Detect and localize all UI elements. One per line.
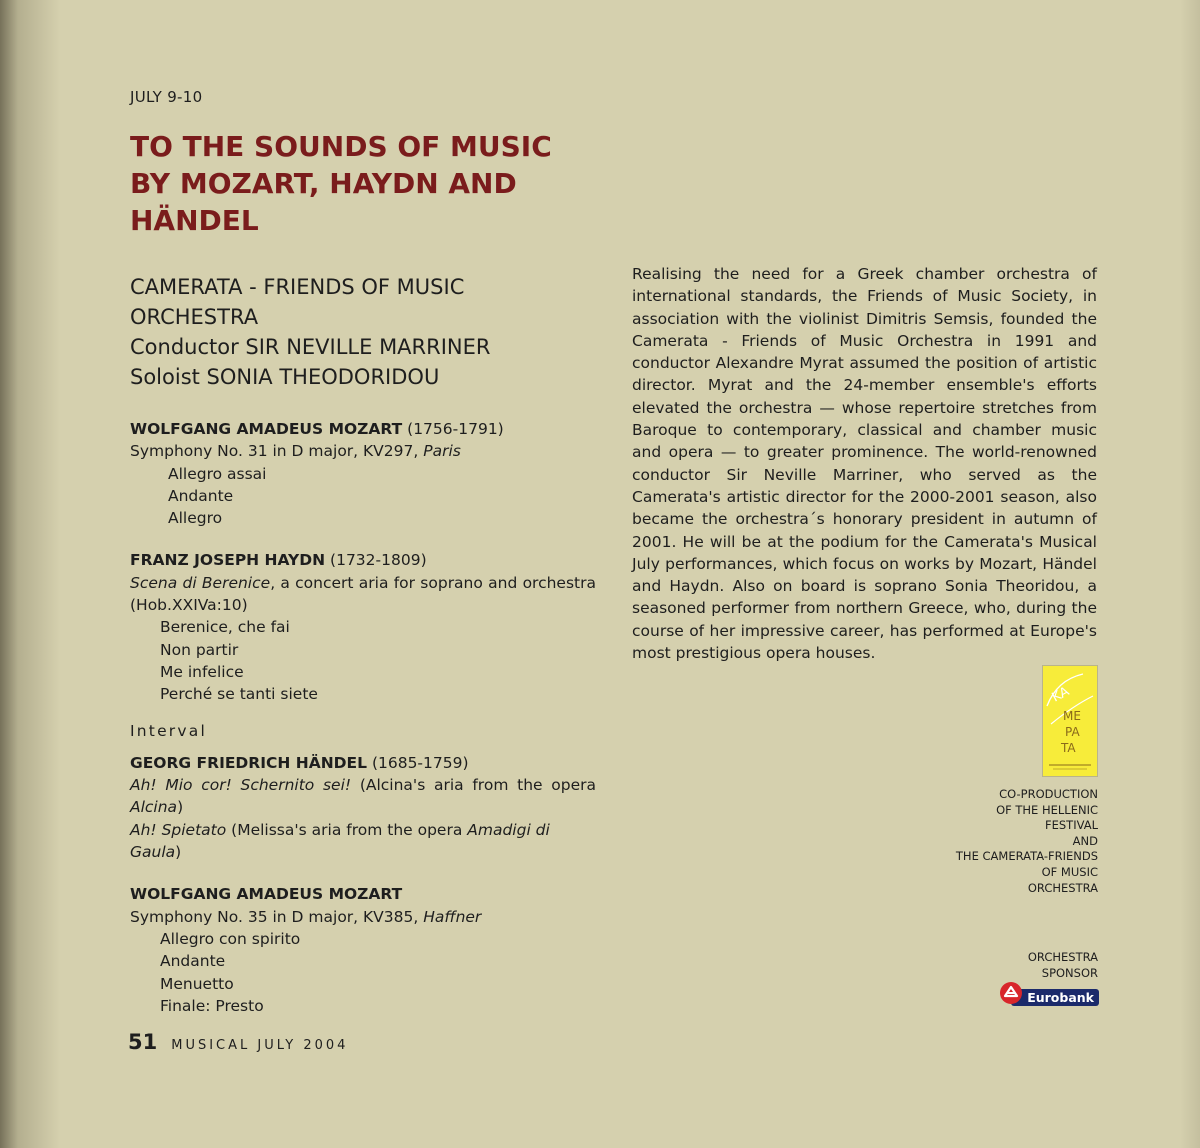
aria-close: ): [175, 843, 182, 862]
work-title: [130, 440, 596, 462]
movement: Andante: [160, 952, 226, 971]
composer-dates: (1732-1809): [325, 551, 427, 570]
aria-title: Ah! Mio cor! Schernito sei!: [130, 776, 352, 795]
movement: Perché se tanti siete: [160, 685, 318, 704]
aria-desc: (Alcina's aria from the opera: [351, 776, 596, 795]
movement: Allegro: [168, 509, 223, 528]
aria-desc: (Melissa's aria from the opera: [226, 820, 468, 839]
page-number: 51: [128, 1030, 158, 1054]
aria-close: ): [177, 798, 184, 817]
work-nickname: Paris: [423, 442, 461, 461]
sponsor-line: ORCHESTRA: [1027, 950, 1098, 964]
concert-title: [130, 128, 600, 239]
opera-title: Alcina: [130, 798, 178, 817]
movement: Me infelice: [160, 662, 244, 681]
program-item-mozart-31: [130, 418, 596, 529]
coproduction-line: THE CAMERATA-FRIENDS: [955, 849, 1098, 864]
event-date: JULY 9-10: [130, 88, 203, 106]
composer-line: [130, 752, 596, 774]
movement: Menuetto: [160, 974, 234, 993]
sponsor-credit: [1028, 950, 1098, 981]
sponsor-line: SPONSOR: [1041, 965, 1098, 980]
work-title: [130, 906, 596, 928]
movement: Finale: Presto: [160, 996, 264, 1015]
eurobank-logo: [999, 980, 1101, 1008]
camerata-logo-graphic: [1043, 666, 1097, 776]
performer-line-2: ORCHESTRA: [130, 305, 259, 329]
program-item-haydn: [130, 549, 596, 705]
aria-2: [130, 819, 596, 864]
eurobank-wordmark: Eurobank: [1011, 989, 1099, 1006]
work-nickname: Haffner: [423, 907, 482, 926]
title-line-1: TO THE SOUNDS OF MUSIC: [130, 130, 552, 163]
composer-dates: (1756-1791): [402, 420, 504, 438]
composer-name: WOLFGANG AMADEUS MOZART: [130, 420, 403, 438]
composer-name: FRANZ JOSEPH HAYDN: [130, 551, 326, 570]
logo-letters-2: ME: [1063, 709, 1081, 723]
coproduction-line: OF MUSIC: [1041, 864, 1098, 879]
title-line-2: BY MOZART, HAYDN AND: [130, 167, 517, 200]
performer-line-4: Soloist SONIA THEODORIDOU: [130, 365, 440, 389]
coproduction-line: FESTIVAL: [1044, 818, 1098, 833]
composer-line: [130, 418, 596, 440]
title-line-3: HÄNDEL: [130, 204, 259, 237]
movement: Non partir: [160, 640, 239, 659]
performer-line-1: CAMERATA - FRIENDS OF MUSIC: [130, 275, 465, 299]
coproduction-line: CO-PRODUCTION: [999, 787, 1098, 801]
program-item-handel: [130, 752, 596, 863]
logo-letters-3: PA: [1065, 725, 1080, 739]
aria-title: Ah! Spietato: [130, 820, 227, 839]
composer-line: [130, 883, 596, 905]
coproduction-line: AND: [1072, 833, 1098, 848]
interval-label: Interval: [130, 721, 207, 740]
coproduction-line: OF THE HELLENIC: [996, 802, 1098, 817]
composer-dates: (1685-1759): [367, 753, 469, 772]
performer-line-3: Conductor SIR NEVILLE MARRINER: [130, 335, 491, 359]
opera-title: Amadigi di Gaula: [130, 820, 550, 862]
publication-name: MUSICAL JULY 2004: [171, 1038, 349, 1053]
work-title-text: Symphony No. 31 in D major, KV297,: [130, 442, 424, 461]
orchestra-description: Realising the need for a Greek chamber orchestra of international standards, the Friends of Music Society, in association with the violinist Dimitris Semsis, founded the Camerata - Friends of Music Orchestra in 1991 and conductor Alexandre Myrat assumed the position of artistic director. Myrat and the 24-member ensemble's efforts elevated the orchestra — whose repertoire stretches from Baroque to contemporary, classical and chamber music and opera — to greater prominence. The world-renowned conductor Sir Neville Marriner, who served as the Camerata's artistic director for the 2000-2001 season, also became the orchestra´s honorary president in autumn of 2001. He will be at the podium for the Camerata's Musical July performances, which focus on works by Mozart, Händel and Haydn. Also on board is soprano Sonia Theoridou, a seasoned performer from northern Greece, who, during the course of her impressive career, has performed at Europe's most prestigious opera houses.: [632, 265, 1097, 663]
composer-name: GEORG FRIEDRICH HÄNDEL: [130, 753, 368, 772]
composer-line: [130, 549, 596, 571]
work-title-text: , a concert aria for soprano and orchestra (Hob.XXIVa:10): [130, 573, 596, 615]
movement: Berenice, che fai: [160, 618, 290, 637]
movement: Andante: [168, 486, 234, 505]
program: [130, 418, 596, 1037]
page-footer: [128, 1030, 348, 1054]
aria-1: [130, 774, 596, 819]
logo-letters-4: TA: [1061, 741, 1076, 755]
coproduction-line: ORCHESTRA: [1027, 880, 1098, 895]
camerata-logo: [1042, 665, 1098, 777]
program-item-mozart-35: [130, 883, 596, 1017]
performers: [130, 272, 600, 392]
eurobank-mark-icon: [999, 981, 1023, 1005]
movement: Allegro con spirito: [160, 929, 301, 948]
composer-name: WOLFGANG AMADEUS MOZART: [130, 885, 403, 904]
work-title-italic: Scena di Berenice: [130, 573, 271, 592]
coproduction-credit: [898, 787, 1098, 896]
work-title-text: Symphony No. 35 in D major, KV385,: [130, 907, 424, 926]
work-title: [130, 572, 596, 617]
logo-letters-1: KA: [1049, 684, 1072, 706]
movement: Allegro assai: [168, 464, 267, 483]
